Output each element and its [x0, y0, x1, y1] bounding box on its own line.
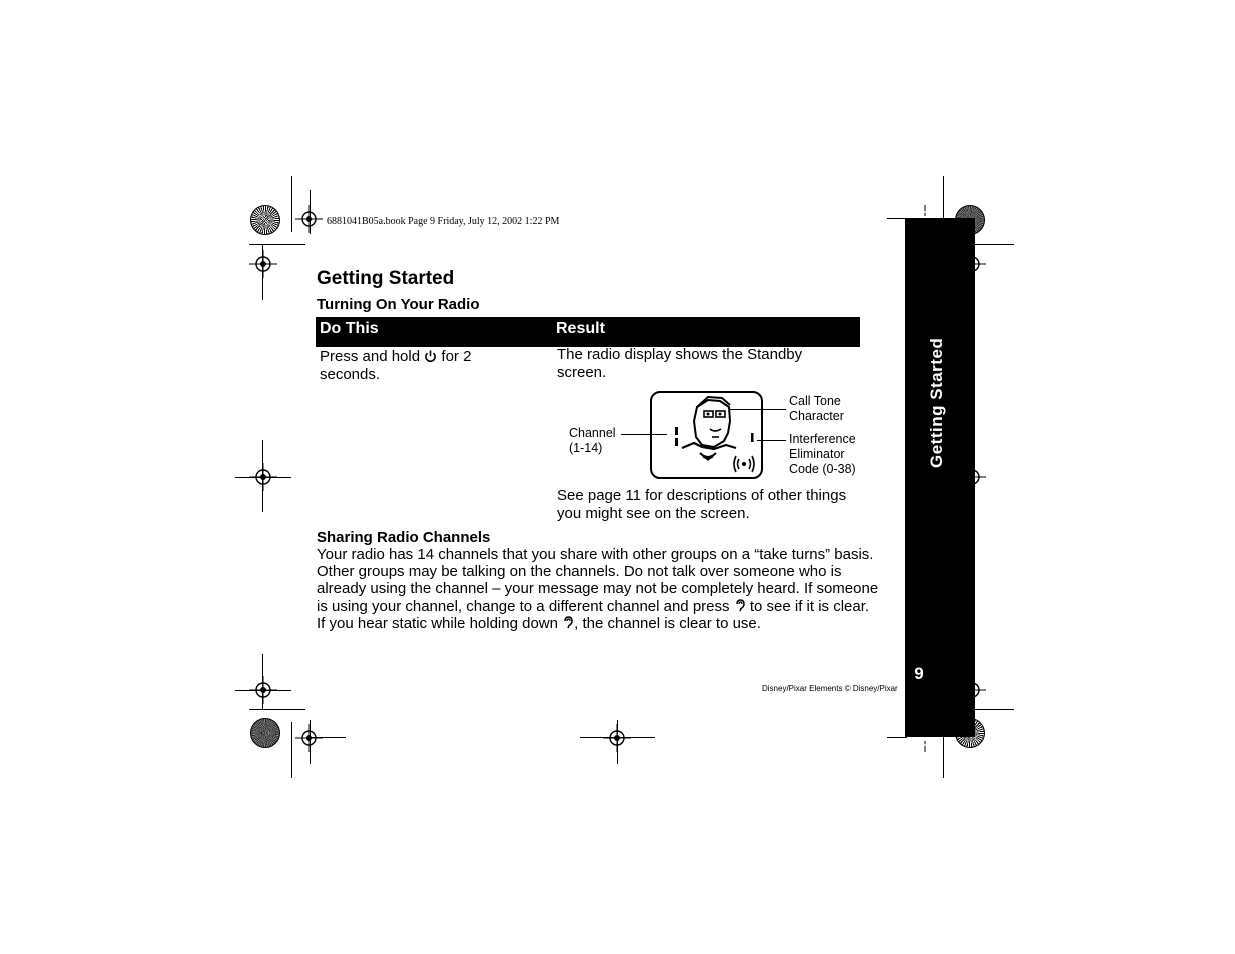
crop-mark	[262, 654, 263, 710]
paragraph-text: If you hear static while holding down	[317, 614, 558, 632]
sharing-paragraph	[317, 546, 895, 632]
callout-text: Code (0-38)	[789, 462, 856, 476]
call-tone-callout	[789, 394, 844, 424]
result-text: The radio display shows the Standby	[557, 346, 803, 363]
sharing-title: Sharing Radio Channels	[317, 529, 491, 546]
paragraph-text: , the channel is clear to use.	[574, 614, 761, 632]
do-this-text: Press and hold	[320, 348, 421, 365]
result-text: you might see on the screen.	[557, 505, 750, 522]
crop-mark	[235, 690, 291, 691]
do-this-text: seconds.	[320, 366, 381, 383]
registration-target-icon	[295, 724, 323, 752]
do-this-cell	[320, 348, 540, 384]
paragraph-text: is using your channel, change to a different channel and press	[317, 597, 730, 615]
side-tab	[905, 218, 975, 737]
registration-target-icon	[249, 250, 277, 278]
monitor-ear-icon	[562, 616, 574, 630]
table-header	[316, 317, 860, 347]
column-header-do-this: Do This	[320, 320, 379, 337]
leader-line	[730, 409, 786, 410]
result-text: See page 11 for descriptions of other things	[557, 487, 847, 504]
paragraph-line: Your radio has 14 channels that you share with other groups on a “take turns” basis.	[317, 546, 874, 563]
do-this-text: for 2	[441, 348, 472, 365]
monitor-ear-icon	[734, 599, 746, 613]
crop-mark	[310, 190, 311, 234]
crop-mark	[262, 440, 263, 512]
callout-text: Channel	[569, 426, 616, 440]
crop-mark	[887, 218, 907, 219]
channel-callout	[569, 426, 616, 456]
call-tone-character-icon	[652, 393, 761, 477]
callout-text: Eliminator	[789, 447, 845, 461]
paragraph-text: to see if it is clear.	[749, 597, 870, 615]
side-tab-title: Getting Started	[927, 337, 946, 468]
power-icon	[424, 349, 437, 363]
callout-text: Interference	[789, 432, 856, 446]
callout-text: (1-14)	[569, 441, 603, 455]
result-outro	[557, 487, 867, 523]
column-header-result: Result	[556, 320, 605, 337]
interference-eliminator-callout	[789, 432, 856, 477]
crop-mark	[310, 737, 346, 738]
paragraph-line	[317, 598, 895, 615]
leader-line	[621, 434, 667, 435]
crop-mark	[235, 477, 291, 478]
leader-line	[757, 440, 786, 441]
result-text: screen.	[557, 364, 607, 381]
result-intro	[557, 346, 857, 382]
copyright-notice: Disney/Pixar Elements © Disney/Pixar	[762, 684, 898, 693]
callout-text: Character	[789, 409, 844, 423]
paragraph-line: already using the channel – your message may not be completely heard. If someone	[317, 580, 879, 598]
crop-mark	[617, 720, 618, 764]
registration-sunburst	[250, 718, 280, 748]
callout-text: Call Tone	[789, 394, 841, 408]
crop-mark	[262, 244, 263, 300]
page-number: 9	[914, 664, 924, 683]
file-info-header: 6881041B05a.book Page 9 Friday, July 12, 2002 1:22 PM	[327, 216, 560, 227]
section-title: Getting Started	[317, 268, 455, 289]
crop-mark	[310, 720, 311, 764]
registration-sunburst	[250, 205, 280, 235]
crop-mark	[887, 737, 907, 738]
standby-display	[650, 391, 763, 479]
paragraph-line: Other groups may be talking on the channels. Do not talk over someone who is	[317, 563, 842, 581]
registration-target-icon	[295, 205, 323, 233]
subsection-title: Turning On Your Radio	[317, 296, 480, 313]
paragraph-line	[317, 615, 895, 632]
